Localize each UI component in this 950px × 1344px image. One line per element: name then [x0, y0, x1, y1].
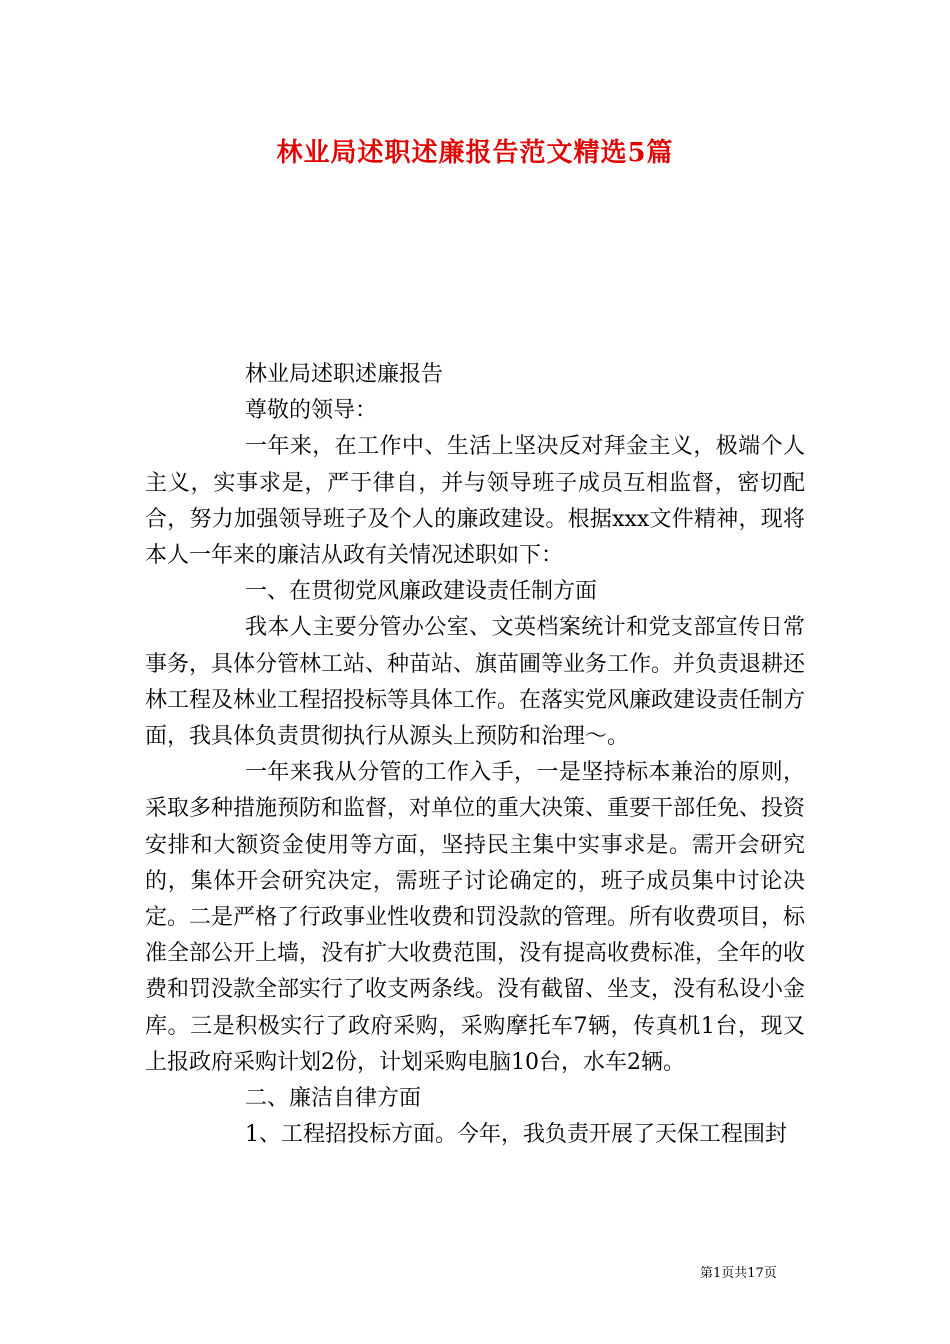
paragraph-intro: 一年来，在工作中、生活上坚决反对拜金主义，极端个人主义，实事求是，严于律自，并与领导班子成员互相监督，密切配合，努力加强领导班子及个人的廉政建设。根据xxx文件精神，现将本人一年来的廉洁从政有关情况述职如下： — [145, 434, 805, 569]
section-heading-2: 二、廉洁自律方面 — [245, 1086, 422, 1112]
document-body — [145, 357, 805, 1153]
paragraph-work-summary: 一年来我从分管的工作入手，一是坚持标本兼治的原则，采取多种措施预防和监督，对单位的重大决策、重要干部任免、投资安排和大额资金使用等方面，坚持民主集中实事求是。需开会研究的，集体开会研究决定，需班子讨论确定的，班子成员集中讨论决定。二是严格了行政事业性收费和罚没款的管理。所有收费项目，标准全部公开上墙，没有扩大收费范围，没有提高收费标准，全年的收费和罚没款全部实行了收支两条线。没有截留、坐支，没有私设小金库。三是积极实行了政府采购，采购摩托车7辆，传真机1台，现又上报政府采购计划2份，计划采购电脑10台，水车2辆。 — [145, 760, 806, 1075]
document-title: 林业局述职述廉报告范文精选5篇 — [276, 138, 674, 168]
section-heading-1: 一、在贯彻党风廉政建设责任制方面 — [245, 579, 598, 605]
page-number: 第1页共17页 — [700, 1266, 777, 1281]
salutation: 尊敬的领导： — [245, 398, 378, 424]
paragraph-responsibilities: 我本人主要分管办公室、文英档案统计和党支部宣传日常事务，具体分管林工站、种苗站、旗苗圃等业务工作。并负责退耕还林工程及林业工程招投标等具体工作。在落实党风廉政建设责任制方面，我具体负责贯彻执行从源头上预防和治理～。 — [145, 615, 806, 750]
paragraph-bidding: 1、工程招投标方面。今年，我负责开展了天保工程围封 — [245, 1122, 787, 1148]
report-heading: 林业局述职述廉报告 — [245, 362, 444, 387]
